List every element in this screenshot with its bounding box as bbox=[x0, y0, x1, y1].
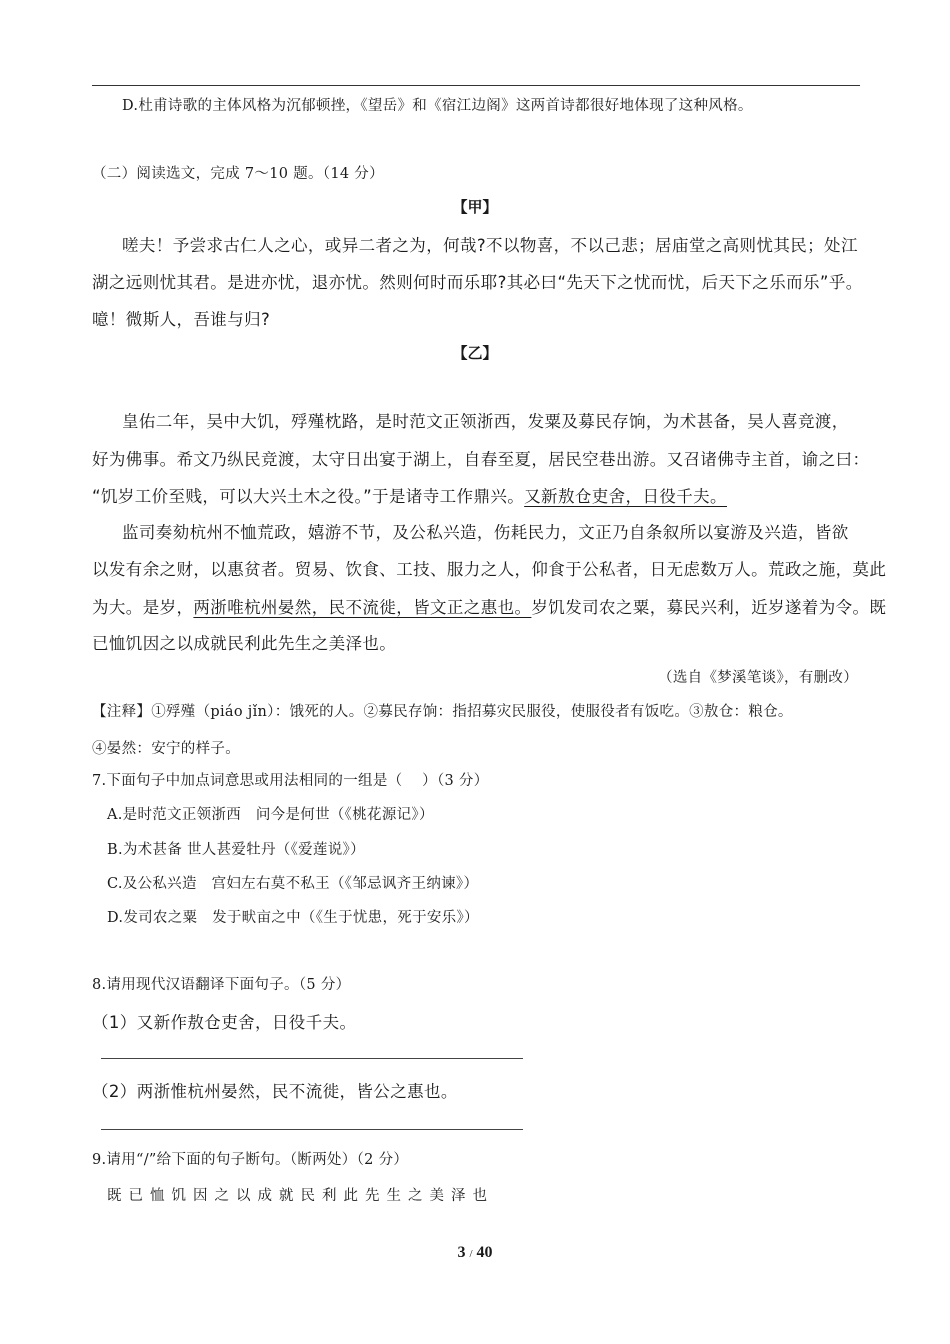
underlined-sentence-2: 两浙唯杭州晏然，民不流徙，皆文正之惠也。 bbox=[193, 598, 532, 617]
yi-heading: 【乙】 bbox=[452, 344, 498, 362]
annotation-line-2: ④晏然：安宁的样子。 bbox=[92, 741, 240, 757]
yi-p1-line-3 bbox=[92, 483, 727, 507]
page-total: 40 bbox=[476, 1244, 493, 1261]
jia-line-2: 湖之远则忧其君。是进亦忧，退亦忧。然则何时而乐耶?其必曰“先天下之忧而忧，后天下之乐而乐”乎。 bbox=[92, 273, 863, 292]
q8-stem: 8.请用现代汉语翻译下面句子。（5 分） bbox=[92, 977, 351, 993]
q7-stem: 7.下面句子中加点词意思或用法相同的一组是（ ）（3 分） bbox=[92, 773, 489, 789]
yi-p2-line-3-end: 岁饥发司农之粟，募民兴利，近岁遂着为令。既 bbox=[531, 598, 887, 617]
q7-option-b: B.为术甚备 世人甚爱牡丹（《爱莲说》） bbox=[107, 842, 365, 858]
q8-answer-line-2[interactable] bbox=[101, 1129, 523, 1130]
option-d-text: D.杜甫诗歌的主体风格为沉郁顿挫，《望岳》和《宿江边阁》这两首诗都很好地体现了这种风格。 bbox=[122, 98, 753, 114]
q7-option-d: D.发司农之粟 发于畎亩之中（《生于忧患，死于安乐》） bbox=[107, 910, 479, 926]
header-rule bbox=[92, 85, 860, 86]
q8-item-2: （2）两浙惟杭州晏然，民不流徙，皆公之惠也。 bbox=[92, 1082, 458, 1101]
jia-line-1: 嗟夫！予尝求古仁人之心，或异二者之为，何哉?不以物喜，不以己悲；居庙堂之高则忧其民；处江 bbox=[122, 236, 858, 255]
q7-option-a: A.是时范文正领浙西 问今是何世（《桃花源记》） bbox=[107, 807, 434, 823]
yi-p2-line-4: 已恤饥因之以成就民利此先生之美泽也。 bbox=[92, 634, 397, 653]
annotation-line-1: 【注释】①殍殣（piáo jǐn）：饿死的人。②募民存饷：指招募灾民服役，使服役者有饭吃。③敖仓：粮仓。 bbox=[92, 704, 793, 720]
page-number bbox=[0, 1244, 950, 1262]
q8-answer-line-1[interactable] bbox=[101, 1058, 523, 1059]
page-current: 3 bbox=[457, 1244, 466, 1261]
q7-option-c: C.及公私兴造 宫妇左右莫不私王（《邹忌讽齐王纳谏》） bbox=[107, 876, 479, 892]
yi-p2-line-2: 以发有余之财，以惠贫者。贸易、饮食、工技、服力之人，仰食于公私者，日无虑数万人。荒政之施，莫此 bbox=[92, 560, 887, 579]
jia-heading: 【甲】 bbox=[452, 198, 498, 216]
yi-p1-line-1: 皇佑二年，吴中大饥，殍殣枕路，是时范文正领浙西，发粟及募民存饷，为术甚备，吴人喜竞渡， bbox=[122, 412, 849, 431]
section-title: （二）阅读选文，完成 7～10 题。（14 分） bbox=[92, 166, 384, 182]
source-note: （选自《梦溪笔谈》，有删改） bbox=[658, 670, 858, 686]
q8-item-1: （1）又新作敖仓吏舍，日役千夫。 bbox=[92, 1013, 357, 1032]
yi-p1-line-3-text: “饥岁工价至贱，可以大兴土木之役。”于是诸寺工作鼎兴。 bbox=[92, 487, 525, 506]
page-separator: / bbox=[469, 1248, 473, 1260]
yi-p1-line-2: 好为佛事。希文乃纵民竞渡，太守日出宴于湖上，自春至夏，居民空巷出游。又召诸佛寺主首，谕之曰： bbox=[92, 450, 870, 469]
q9-sentence: 既已恤饥因之以成就民利此先生之美泽也 bbox=[107, 1188, 494, 1204]
q9-stem: 9.请用“/”给下面的句子断句。（断两处）（2 分） bbox=[92, 1152, 409, 1168]
jia-line-3: 噫！微斯人，吾谁与归? bbox=[92, 310, 271, 329]
yi-p2-line-1: 监司奏劾杭州不恤荒政，嬉游不节，及公私兴造，伤耗民力，文正乃自条叙所以宴游及兴造，皆欲 bbox=[122, 523, 849, 542]
yi-p2-line-3-start: 为大。是岁， bbox=[92, 598, 194, 617]
yi-p2-line-3 bbox=[92, 594, 886, 618]
underlined-sentence-1: 又新敖仓吏舍，日役千夫。 bbox=[524, 487, 727, 506]
